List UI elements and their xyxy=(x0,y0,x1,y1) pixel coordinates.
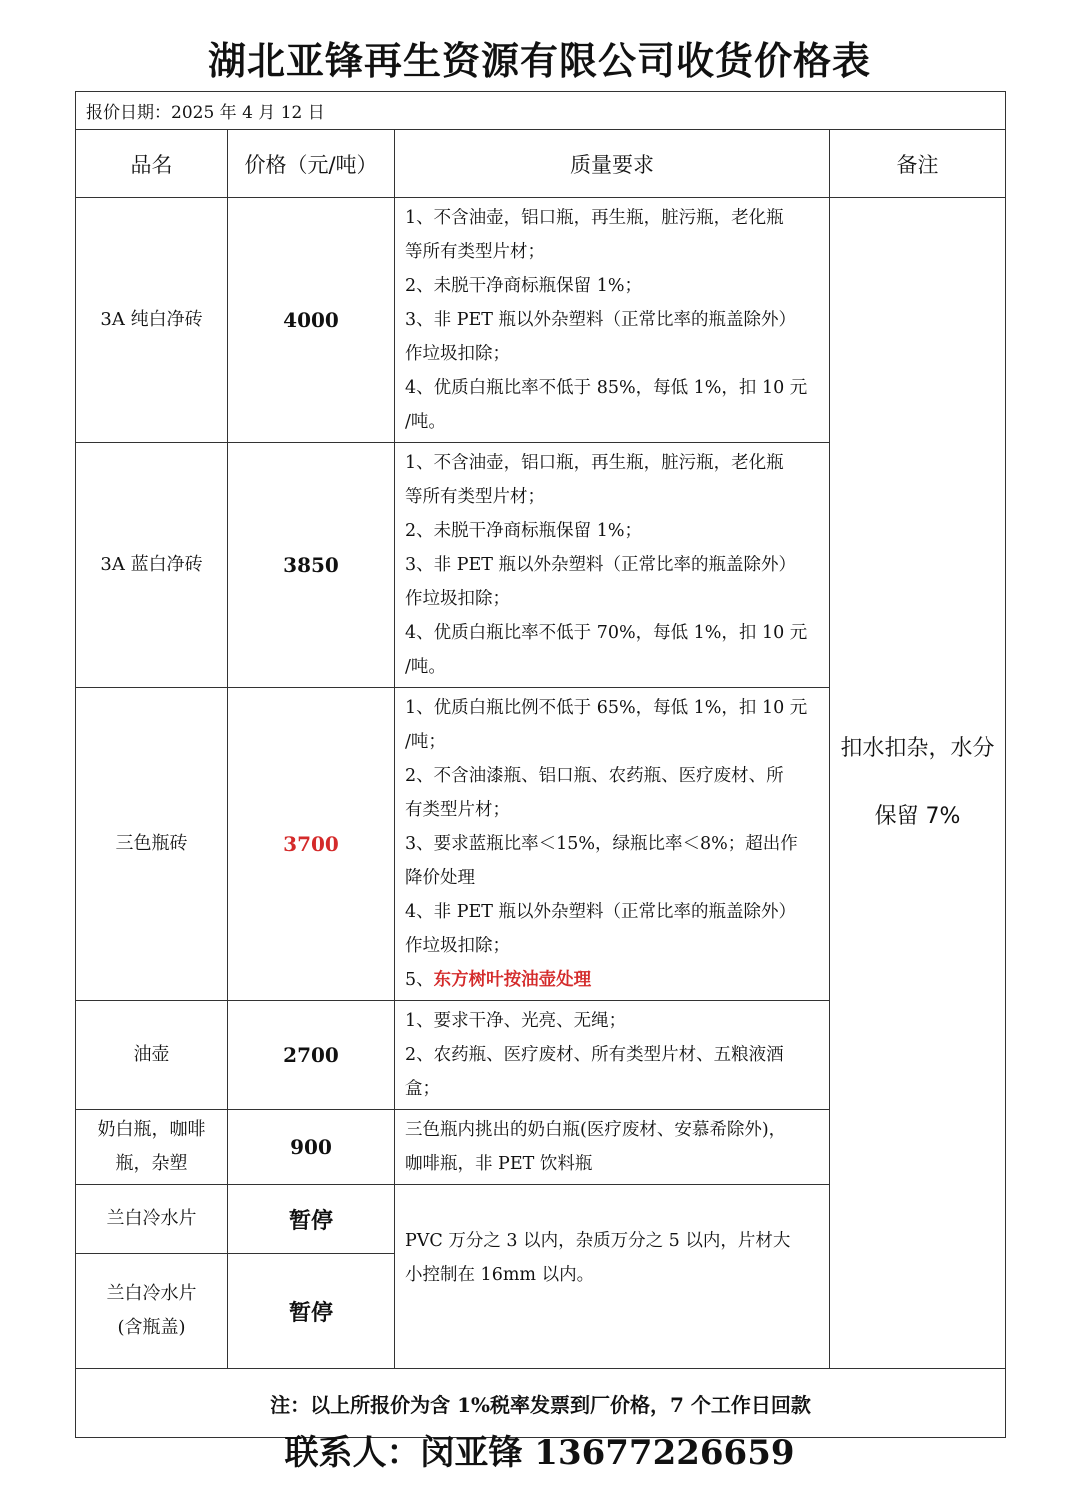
item-name xyxy=(76,198,228,443)
quality-line: 2、未脱干净商标瓶保留 1%； xyxy=(405,276,642,296)
header-price: 价格（元/吨） xyxy=(228,130,395,198)
item-name-line: (含瓶盖) xyxy=(117,1317,186,1338)
item-name-line: 三色瓶砖 xyxy=(115,833,188,854)
item-name xyxy=(76,1001,228,1110)
item-price: 暂停 xyxy=(228,1254,395,1369)
item-name-line: 兰白冷水片 xyxy=(106,1283,197,1304)
quality-line: 盒； xyxy=(405,1079,440,1099)
quality-line: 等所有类型片材； xyxy=(405,487,545,507)
item-quality xyxy=(395,1110,830,1185)
quality-line-red: 东方树叶按油壶处理 xyxy=(433,970,592,990)
item-price: 3850 xyxy=(228,443,395,688)
remark-line: 保留 7% xyxy=(874,804,961,829)
item-price: 暂停 xyxy=(228,1185,395,1254)
item-quality xyxy=(395,688,830,1001)
quality-line: 作垃圾扣除； xyxy=(405,589,510,609)
item-name-line: 油壶 xyxy=(133,1044,170,1065)
quality-line: /吨。 xyxy=(405,412,446,432)
quality-line: 1、不含油壶，铝口瓶，再生瓶，脏污瓶，老化瓶 xyxy=(405,453,784,473)
quality-line: 3、非 PET 瓶以外杂塑料（正常比率的瓶盖除外） xyxy=(405,555,796,575)
quality-line: 有类型片材； xyxy=(405,800,510,820)
quality-line: 2、农药瓶、医疗废材、所有类型片材、五粮液酒 xyxy=(405,1045,784,1065)
item-name xyxy=(76,1185,228,1254)
item-price: 2700 xyxy=(228,1001,395,1110)
quality-line: 1、优质白瓶比例不低于 65%，每低 1%，扣 10 元 xyxy=(405,698,808,718)
header-quality: 质量要求 xyxy=(395,130,830,198)
quality-line: 4、非 PET 瓶以外杂塑料（正常比率的瓶盖除外） xyxy=(405,902,796,922)
quality-line: PVC 万分之 3 以内，杂质万分之 5 以内，片材大 xyxy=(405,1231,791,1251)
header-note: 备注 xyxy=(830,130,1006,198)
item-name-line: 奶白瓶，咖啡 xyxy=(97,1119,206,1140)
quote-date: 报价日期：2025 年 4 月 12 日 xyxy=(76,92,1006,130)
page-title: 湖北亚锋再生资源有限公司收货价格表 xyxy=(207,39,871,83)
contact-line: 联系人：闵亚锋 13677226659 xyxy=(284,1433,795,1473)
item-name-line: 3A 蓝白净砖 xyxy=(100,554,203,575)
quality-line: /吨； xyxy=(405,732,446,752)
item-quality xyxy=(395,443,830,688)
item-name-line: 兰白冷水片 xyxy=(106,1208,197,1229)
header-name: 品名 xyxy=(76,130,228,198)
item-quality xyxy=(395,1001,830,1110)
item-name-line: 3A 纯白净砖 xyxy=(100,309,203,330)
quality-line: 4、优质白瓶比率不低于 70%，每低 1%，扣 10 元 xyxy=(405,623,808,643)
remark-line: 扣水扣杂，水分 xyxy=(840,736,995,761)
quality-line: 等所有类型片材； xyxy=(405,242,545,262)
quality-line: 3、要求蓝瓶比率＜15%，绿瓶比率＜8%；超出作 xyxy=(405,834,798,854)
quality-line-prefix: 5、 xyxy=(405,970,434,990)
quality-line: 作垃圾扣除； xyxy=(405,344,510,364)
quality-line: /吨。 xyxy=(405,657,446,677)
quality-line: 4、优质白瓶比率不低于 85%，每低 1%，扣 10 元 xyxy=(405,378,808,398)
item-quality xyxy=(395,198,830,443)
shared-quality xyxy=(395,1185,830,1369)
item-price: 3700 xyxy=(228,688,395,1001)
item-price: 4000 xyxy=(228,198,395,443)
quality-line: 作垃圾扣除； xyxy=(405,936,510,956)
item-name-line: 瓶，杂塑 xyxy=(115,1153,188,1174)
quality-line: 咖啡瓶，非 PET 饮料瓶 xyxy=(405,1154,593,1174)
quality-line: 降价处理 xyxy=(405,868,475,888)
item-name xyxy=(76,1254,228,1369)
quality-line: 三色瓶内挑出的奶白瓶(医疗废材、安慕希除外)， xyxy=(405,1120,787,1140)
item-name xyxy=(76,688,228,1001)
item-price: 900 xyxy=(228,1110,395,1185)
remark-cell xyxy=(830,198,1006,1369)
table-row xyxy=(76,198,1006,443)
price-table xyxy=(75,91,1006,1438)
quality-line: 2、不含油漆瓶、铝口瓶、农药瓶、医疗废材、所 xyxy=(405,766,784,786)
item-name xyxy=(76,443,228,688)
quality-line: 1、要求干净、光亮、无绳； xyxy=(405,1011,627,1031)
footer-note: 注：以上所报价为含 1%税率发票到厂价格，7 个工作日回款 xyxy=(76,1369,1006,1438)
quality-line: 小控制在 16mm 以内。 xyxy=(405,1265,595,1285)
quality-line-highlight xyxy=(405,963,819,997)
quality-line: 2、未脱干净商标瓶保留 1%； xyxy=(405,521,642,541)
quality-line: 3、非 PET 瓶以外杂塑料（正常比率的瓶盖除外） xyxy=(405,310,796,330)
quality-line: 1、不含油壶，铝口瓶，再生瓶，脏污瓶，老化瓶 xyxy=(405,208,784,228)
item-name xyxy=(76,1110,228,1185)
